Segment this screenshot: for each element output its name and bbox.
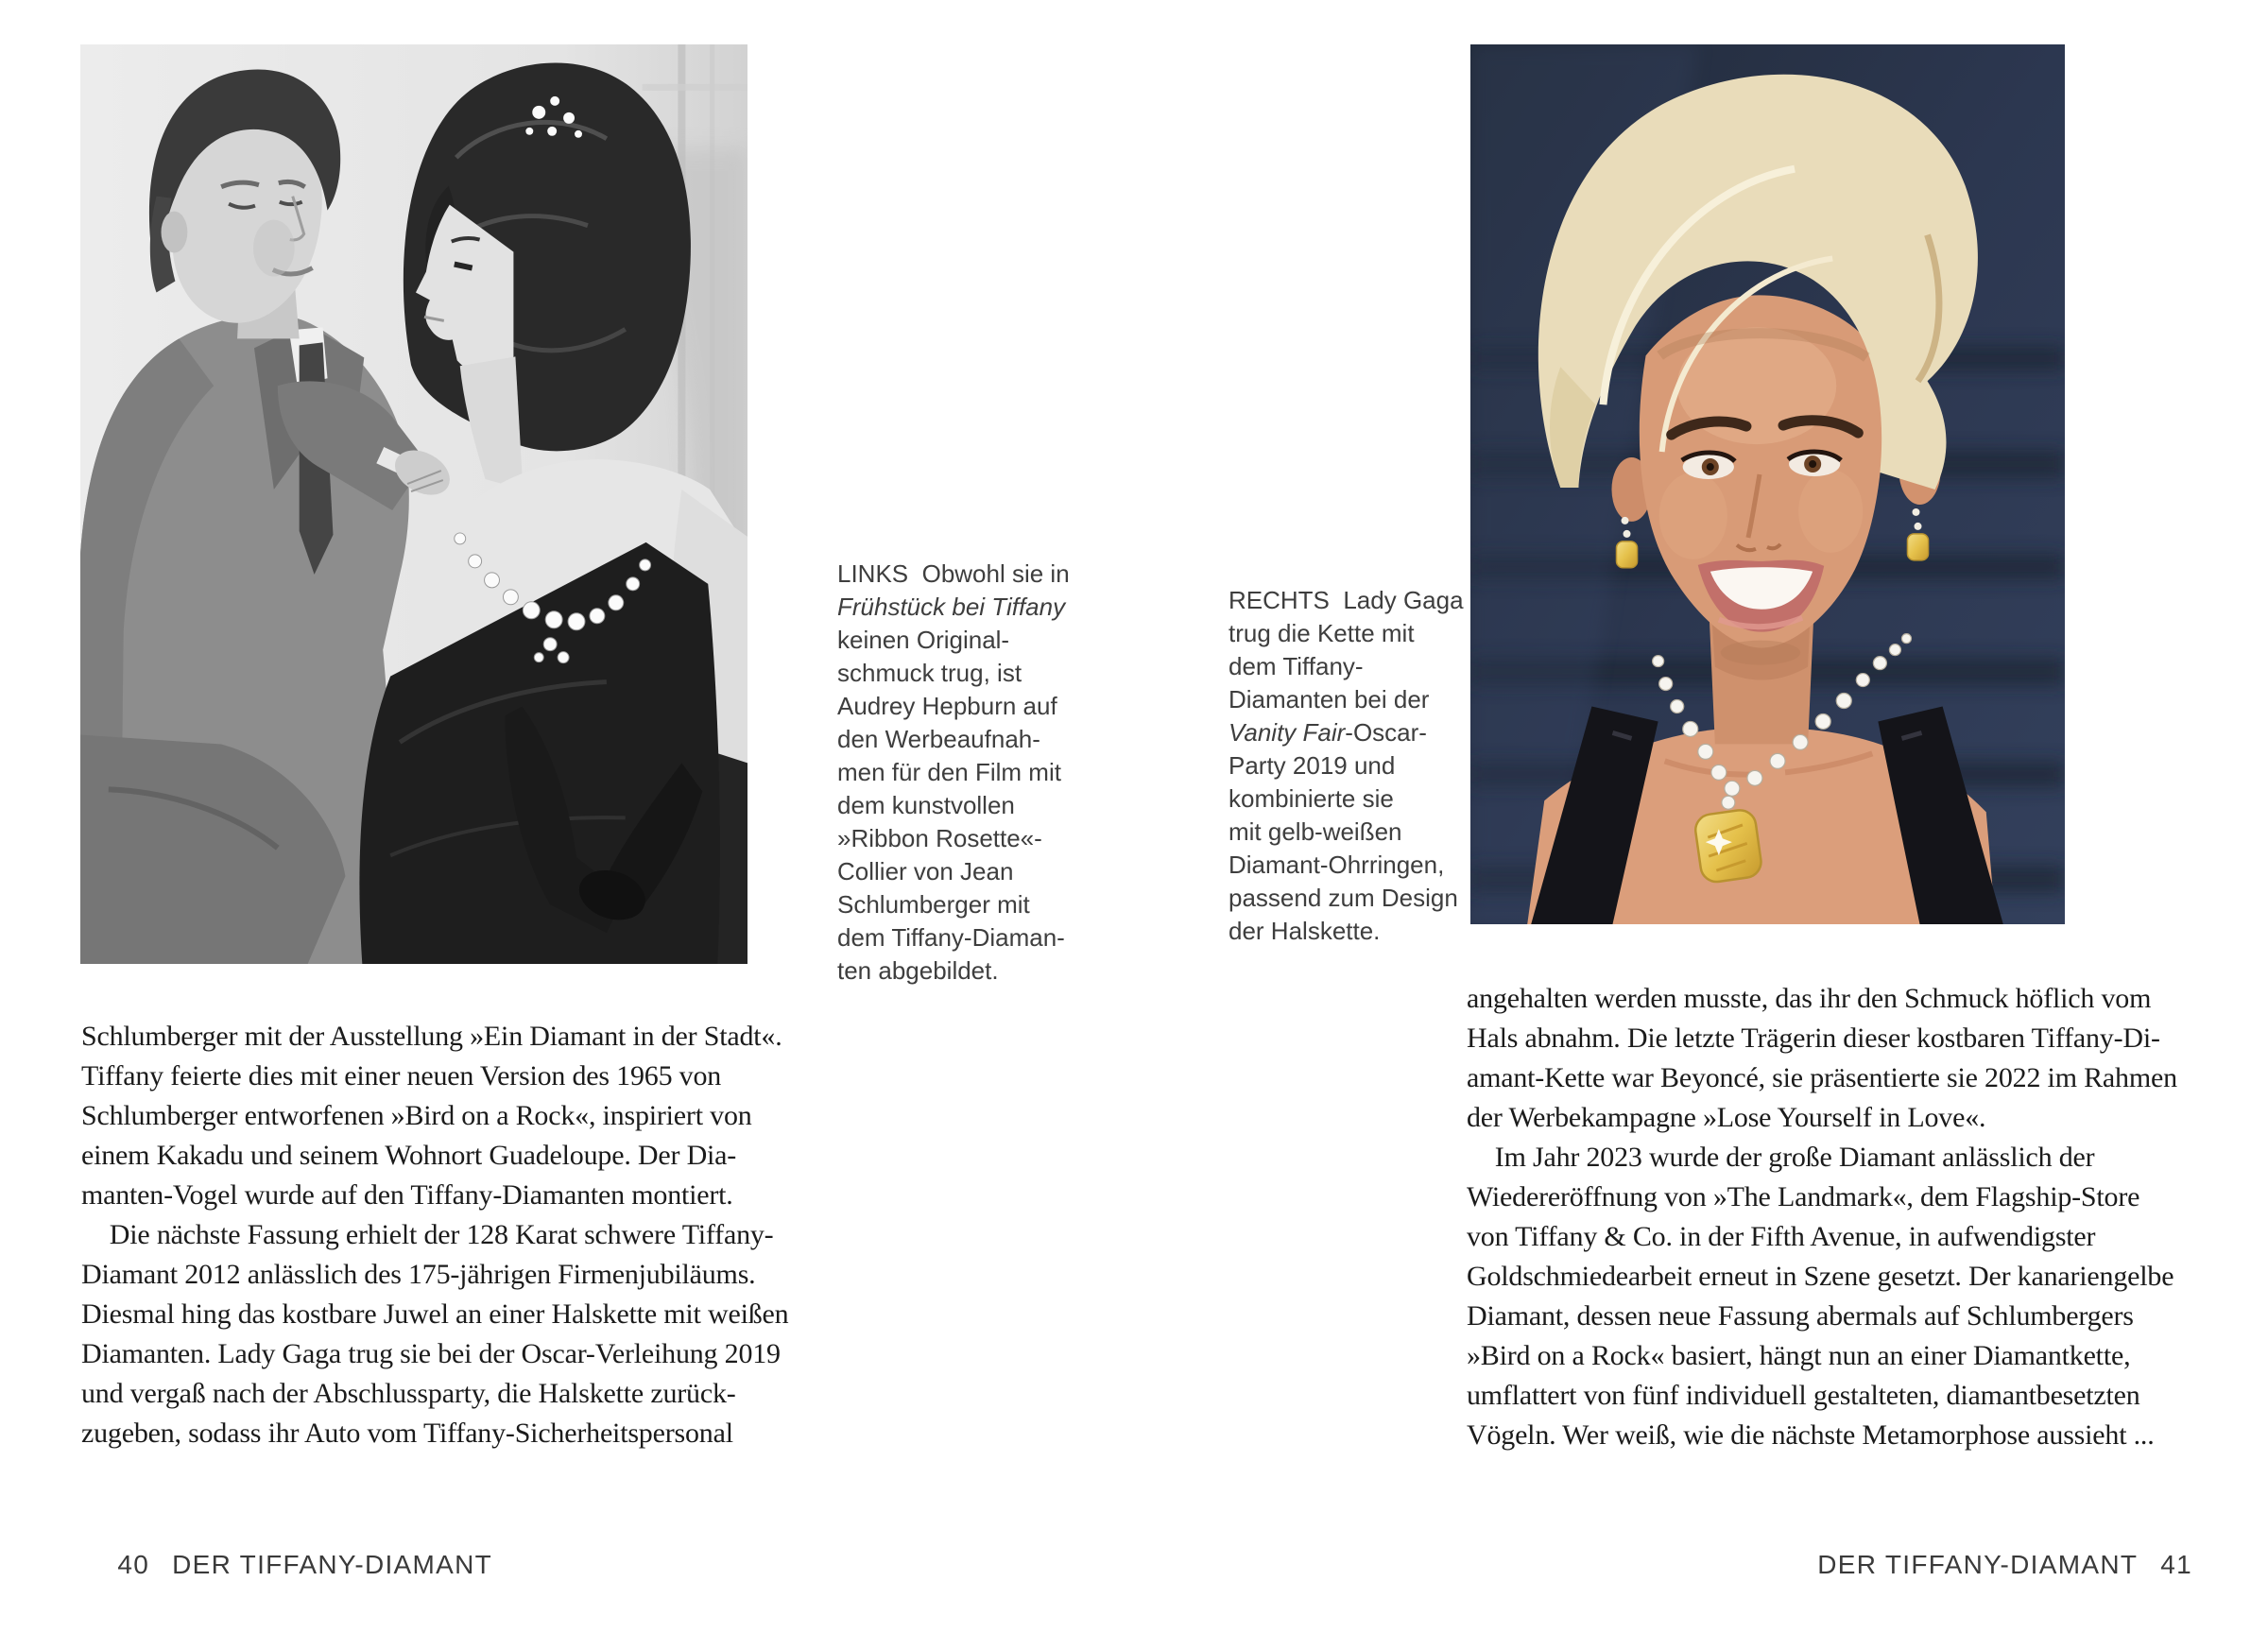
text-line: men für den Film mit (837, 758, 1061, 786)
text-line: Im Jahr 2023 wurde der große Diamant anlässlich der (1467, 1142, 2095, 1173)
text-line: Schlumberger mit der Ausstellung »Ein Diamant in der Stadt«. (81, 1021, 782, 1052)
caption-left-audrey (837, 558, 1074, 988)
text-line: Diamanten bei der (1228, 685, 1430, 713)
text-line: der Werbekampagne »Lose Yourself in Love«. (1467, 1102, 1986, 1133)
text-line: dem kunstvollen (837, 791, 1015, 819)
text-line: angehalten werden musste, das ihr den Schmuck höflich vom (1467, 983, 2152, 1014)
lady-gaga-photo-illustration (1470, 44, 2065, 924)
text-line: dem Tiffany- (1228, 652, 1364, 680)
yellow-diamond-pendant (1693, 808, 1763, 884)
text-line: und vergaß nach der Abschlussparty, die Halskette zurück- (81, 1378, 736, 1409)
text-line: Hals abnahm. Die letzte Trägerin dieser kostbaren Tiffany-Di- (1467, 1023, 2160, 1054)
text-line: RECHTS Lady Gaga (1228, 586, 1464, 614)
audrey-hepburn-photo (80, 44, 747, 964)
text-line: Diamanten. Lady Gaga trug sie bei der Oscar-Verleihung 2019 (81, 1338, 781, 1369)
text-line: »Ribbon Rosette«- (837, 824, 1042, 852)
running-title-left: DER TIFFANY-DIAMANT (172, 1550, 493, 1579)
italic-text-segment: Vanity Fair (1228, 718, 1346, 747)
text-line: trug die Kette mit (1228, 619, 1415, 647)
text-line: der Halskette. (1228, 917, 1381, 945)
text-line: amant-Kette war Beyoncé, sie präsentierte sie 2022 im Rahmen (1467, 1062, 2177, 1093)
text-line (1228, 716, 1455, 749)
text-line: Vögeln. Wer weiß, wie die nächste Metamorphose aussieht ... (1467, 1419, 2155, 1451)
text-line: den Werbeaufnah- (837, 725, 1040, 753)
lady-gaga-photo (1470, 44, 2065, 924)
caption-right-lady-gaga (1228, 584, 1464, 948)
italic-text-segment: Frühstück bei Tiffany (837, 593, 1066, 621)
text-line: Wiedereröffnung von »The Landmark«, dem Flagship-Store (1467, 1181, 2140, 1212)
text-line: Schlumberger mit (837, 890, 1030, 919)
text-line: kombinierte sie (1228, 784, 1394, 813)
text-line: Diesmal hing das kostbare Juwel an einer Halskette mit weißen (81, 1298, 789, 1330)
text-line: ten abgebildet. (837, 956, 999, 985)
text-line: schmuck trug, ist (837, 659, 1022, 687)
text-line: keinen Original- (837, 626, 1010, 654)
text-line: Schlumberger entworfenen »Bird on a Rock«, inspiriert von (81, 1100, 752, 1131)
text-line: passend zum Design (1228, 884, 1458, 912)
text-line: Diamant 2012 anlässlich des 175-jährigen Firmenjubiläums. (81, 1259, 756, 1290)
text-line: von Tiffany & Co. in der Fifth Avenue, in aufwendigster (1467, 1221, 2096, 1252)
text-line: Die nächste Fassung erhielt der 128 Karat schwere Tiffany- (81, 1219, 774, 1250)
text-line: Tiffany feierte dies mit einer neuen Version des 1965 von (81, 1060, 722, 1092)
running-title-right: DER TIFFANY-DIAMANT (1817, 1550, 2139, 1579)
text-line: zugeben, sodass ihr Auto vom Tiffany-Sicherheitspersonal (81, 1418, 733, 1449)
footer-left (83, 1520, 492, 1610)
text-line: Diamant-Ohrringen, (1228, 851, 1445, 879)
text-line: Party 2019 und (1228, 751, 1396, 780)
text-line: umflattert von fünf individuell gestalteten, diamantbesetzten (1467, 1380, 2140, 1411)
body-text-right-page (1467, 979, 2242, 1455)
text-line: mit gelb-weißen (1228, 817, 1402, 846)
text-line: Collier von Jean (837, 857, 1014, 885)
text-line: manten-Vogel wurde auf den Tiffany-Diamanten montiert. (81, 1179, 733, 1211)
text-line: Audrey Hepburn auf (837, 692, 1057, 720)
text-line: dem Tiffany-Diaman- (837, 923, 1065, 952)
text-line: Diamant, dessen neue Fassung abermals auf Schlumbergers (1467, 1300, 2134, 1332)
footer-right (1783, 1520, 2192, 1610)
text-line (837, 591, 1074, 624)
text-line: LINKS Obwohl sie in (837, 559, 1070, 588)
audrey-hepburn-photo-illustration (80, 44, 747, 964)
text-line: Goldschmiedearbeit erneut in Szene gesetzt. Der kanariengelbe (1467, 1261, 2174, 1292)
text-segment: -Oscar- (1345, 718, 1427, 747)
page-number-left: 40 (117, 1550, 150, 1579)
text-line: »Bird on a Rock« basiert, hängt nun an einer Diamantkette, (1467, 1340, 2131, 1371)
text-line: einem Kakadu und seinem Wohnort Guadeloupe. Der Dia- (81, 1140, 737, 1171)
page-number-right: 41 (2160, 1550, 2192, 1579)
body-text-left-page (81, 1017, 856, 1453)
